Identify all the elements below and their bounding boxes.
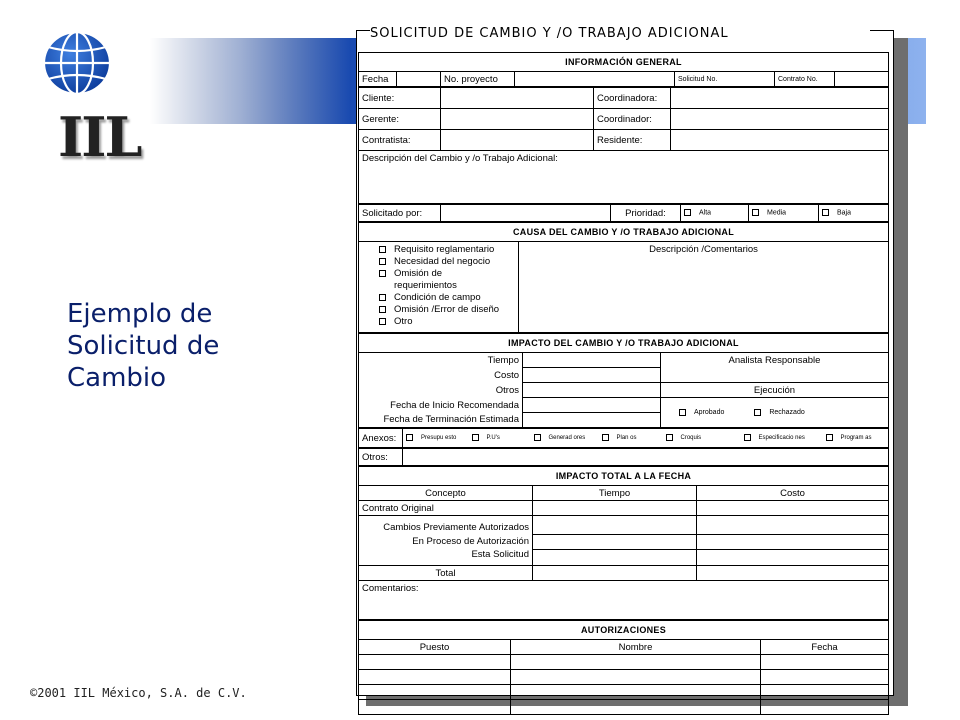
annex-option-label: Especificacio nes — [758, 435, 805, 442]
coordinadora-field[interactable] — [671, 88, 889, 109]
column-header: Puesto — [359, 640, 511, 655]
no-proyecto-field[interactable] — [515, 72, 675, 87]
column-header: Costo — [697, 486, 889, 501]
annex-option[interactable] — [469, 429, 531, 448]
annex-option[interactable] — [663, 429, 741, 448]
slide-title-line: Cambio — [67, 363, 167, 393]
annex-option-label: Generad ores — [548, 435, 586, 442]
column-header: Concepto — [359, 486, 533, 501]
column-header: Nombre — [511, 640, 761, 655]
table-row — [359, 700, 889, 715]
checkbox-icon — [679, 409, 686, 416]
cause-option-label: Otro — [394, 316, 413, 327]
otros-table — [358, 448, 889, 466]
annex-option[interactable] — [741, 429, 823, 448]
coordinadora-label: Coordinadora: — [594, 88, 671, 109]
cause-option[interactable] — [379, 292, 515, 304]
cause-option[interactable] — [379, 244, 515, 256]
annex-option[interactable] — [823, 429, 889, 448]
table-cell[interactable] — [511, 655, 761, 670]
analista-responsable-label: Analista Responsable — [661, 353, 889, 368]
checkbox-icon — [379, 246, 386, 253]
annex-option[interactable] — [531, 429, 599, 448]
table-cell[interactable] — [511, 700, 761, 715]
cause-option[interactable] — [379, 316, 515, 328]
annex-option-label: Presupu esto — [421, 435, 457, 442]
table-cell[interactable] — [697, 501, 889, 516]
impact-tiempo-label: Tiempo — [359, 353, 523, 368]
coordinador-field[interactable] — [671, 109, 889, 130]
table-cell[interactable] — [533, 566, 697, 581]
checkbox-icon — [472, 434, 479, 441]
table-row — [359, 685, 889, 700]
table-row — [359, 655, 889, 670]
column-header: Fecha — [761, 640, 889, 655]
esta-solicitud-label: Esta Solicitud — [359, 549, 533, 566]
cambios-autorizados-label: Cambios Previamente Autorizados — [359, 516, 533, 535]
cause-option-continuation: requerimientos — [394, 280, 457, 291]
document-heading: SOLICITUD DE CAMBIO Y /O TRABAJO ADICIONAL — [370, 26, 870, 41]
impact-costo-field[interactable] — [523, 368, 661, 383]
iil-logo — [28, 28, 158, 169]
prioridad-label: Prioridad: — [611, 205, 681, 222]
solicitud-no-label: Solicitud No. — [675, 72, 775, 87]
table-cell[interactable] — [697, 534, 889, 549]
fecha-terminacion-label: Fecha de Terminación Estimada — [359, 413, 523, 428]
cause-option-label: Condición de campo — [394, 292, 481, 303]
fecha-field[interactable] — [397, 72, 441, 87]
table-cell[interactable] — [511, 685, 761, 700]
cause-options — [359, 242, 519, 333]
globe-icon — [42, 30, 112, 96]
section-header: INFORMACIÓN GENERAL — [359, 53, 889, 72]
section-header: CAUSA DEL CAMBIO Y /O TRABAJO ADICIONAL — [359, 223, 889, 242]
checkbox-icon — [822, 209, 829, 216]
slide-title-line: Ejemplo de — [67, 299, 213, 329]
slide-title-line: Solicitud de — [67, 331, 220, 361]
parties-table — [358, 87, 889, 204]
aprobado-label: Aprobado — [694, 409, 725, 417]
annex-option-label: Plan os — [616, 435, 637, 442]
priority-alta-option[interactable] — [681, 205, 749, 222]
annex-option-label: Program as — [840, 435, 872, 442]
analista-responsable-field[interactable] — [661, 368, 889, 383]
residente-label: Residente: — [594, 130, 671, 151]
table-cell[interactable] — [359, 685, 511, 700]
table-cell[interactable] — [511, 670, 761, 685]
checkbox-icon — [744, 434, 751, 441]
table-cell[interactable] — [761, 685, 889, 700]
table-cell[interactable] — [697, 549, 889, 566]
contrato-no-field[interactable] — [835, 72, 889, 87]
checkbox-icon — [754, 409, 761, 416]
annex-option[interactable] — [403, 429, 469, 448]
cause-option[interactable] — [379, 304, 515, 316]
table-cell[interactable] — [533, 501, 697, 516]
section-header: AUTORIZACIONES — [359, 621, 889, 640]
table-cell[interactable] — [533, 516, 697, 535]
impact-table — [358, 333, 889, 428]
table-cell[interactable] — [697, 566, 889, 581]
otros-label: Otros: — [359, 449, 403, 466]
fecha-inicio-label: Fecha de Inicio Recomendada — [359, 398, 523, 413]
cause-option-label: Requisito reglamentario — [394, 244, 495, 255]
gerente-field[interactable] — [441, 109, 594, 130]
priority-media-option[interactable] — [749, 205, 819, 222]
no-proyecto-label: No. proyecto — [441, 72, 515, 87]
approval-options — [661, 398, 889, 428]
annexes-table — [358, 428, 889, 448]
fecha-inicio-field[interactable] — [523, 398, 661, 413]
table-cell[interactable] — [533, 534, 697, 549]
checkbox-icon — [666, 434, 673, 441]
column-header: Tiempo — [533, 486, 697, 501]
table-cell[interactable] — [761, 655, 889, 670]
priority-alta-label: Alta — [699, 209, 712, 217]
total-label: Total — [359, 566, 533, 581]
cause-option-label: Necesidad del negocio — [394, 256, 491, 267]
annex-option-label: P.U's — [486, 435, 500, 442]
cause-option-label: Omisión /Error de diseño — [394, 304, 500, 315]
solicitado-por-field[interactable] — [441, 205, 611, 222]
priority-table — [358, 204, 889, 222]
comentarios-label: Comentarios: — [362, 583, 419, 594]
table-cell[interactable] — [359, 670, 511, 685]
annex-option-label: Croquis — [680, 435, 702, 442]
checkbox-icon — [602, 434, 609, 441]
total-impact-table — [358, 466, 889, 620]
impact-otros-field[interactable] — [523, 383, 661, 398]
cause-description-field[interactable] — [519, 242, 889, 333]
checkbox-icon — [826, 434, 833, 441]
impact-costo-label: Costo — [359, 368, 523, 383]
anexos-label: Anexos: — [359, 429, 403, 448]
section-header: IMPACTO TOTAL A LA FECHA — [359, 467, 889, 486]
table-cell[interactable] — [533, 549, 697, 566]
table-cell[interactable] — [359, 655, 511, 670]
coordinador-label: Coordinador: — [594, 109, 671, 130]
table-cell[interactable] — [697, 516, 889, 535]
impact-tiempo-field[interactable] — [523, 353, 661, 368]
cause-option-label: Omisión de — [394, 268, 443, 279]
checkbox-icon — [379, 270, 386, 277]
rechazado-label: Rechazado — [769, 409, 805, 417]
checkbox-icon — [406, 434, 413, 441]
gerente-label: Gerente: — [359, 109, 441, 130]
descripcion-cambio-field[interactable] — [359, 151, 889, 204]
logo-wordmark: IIL — [58, 105, 141, 169]
solicitado-por-label: Solicitado por: — [359, 205, 441, 222]
table-cell[interactable] — [761, 700, 889, 715]
table-cell[interactable] — [359, 700, 511, 715]
copyright-footer: ©2001 IIL México, S.A. de C.V. — [30, 686, 247, 700]
checkbox-icon — [752, 209, 759, 216]
section-header: IMPACTO DEL CAMBIO Y /O TRABAJO ADICIONAL — [359, 334, 889, 353]
cliente-field[interactable] — [441, 88, 594, 109]
general-info-table — [358, 52, 889, 87]
contratista-field[interactable] — [441, 130, 594, 151]
rechazado-option[interactable] — [754, 409, 804, 416]
contrato-original-label: Contrato Original — [359, 501, 533, 516]
checkbox-icon — [379, 258, 386, 265]
checkbox-icon — [684, 209, 691, 216]
priority-media-label: Media — [767, 209, 787, 217]
checkbox-icon — [534, 434, 541, 441]
impact-otros-label: Otros — [359, 383, 523, 398]
checkbox-icon — [379, 318, 386, 325]
cause-description-label: Descripción /Comentarios — [649, 244, 758, 255]
header-banner-fade — [150, 38, 350, 124]
contrato-no-label: Contrato No. — [775, 72, 835, 87]
otros-field[interactable] — [403, 449, 889, 466]
cause-table — [358, 222, 889, 333]
ejecucion-label: Ejecución — [661, 383, 889, 398]
comentarios-field[interactable] — [359, 581, 889, 620]
aprobado-option[interactable] — [679, 409, 724, 416]
residente-field[interactable] — [671, 130, 889, 151]
annex-option[interactable] — [599, 429, 663, 448]
priority-baja-label: Baja — [837, 209, 852, 217]
cliente-label: Cliente: — [359, 88, 441, 109]
authorizations-table — [358, 620, 889, 715]
change-request-form — [358, 52, 888, 715]
checkbox-icon — [379, 294, 386, 301]
fecha-label: Fecha — [359, 72, 397, 87]
cause-option[interactable] — [379, 256, 515, 268]
table-cell[interactable] — [761, 670, 889, 685]
priority-baja-option[interactable] — [819, 205, 889, 222]
contratista-label: Contratista: — [359, 130, 441, 151]
cause-option[interactable] — [379, 268, 515, 280]
checkbox-icon — [379, 306, 386, 313]
descripcion-cambio-label: Descripción del Cambio y /o Trabajo Adicional: — [362, 153, 558, 164]
fecha-terminacion-field[interactable] — [523, 413, 661, 428]
slide-title — [67, 298, 307, 394]
table-row — [359, 670, 889, 685]
en-proceso-label: En Proceso de Autorización — [359, 534, 533, 549]
